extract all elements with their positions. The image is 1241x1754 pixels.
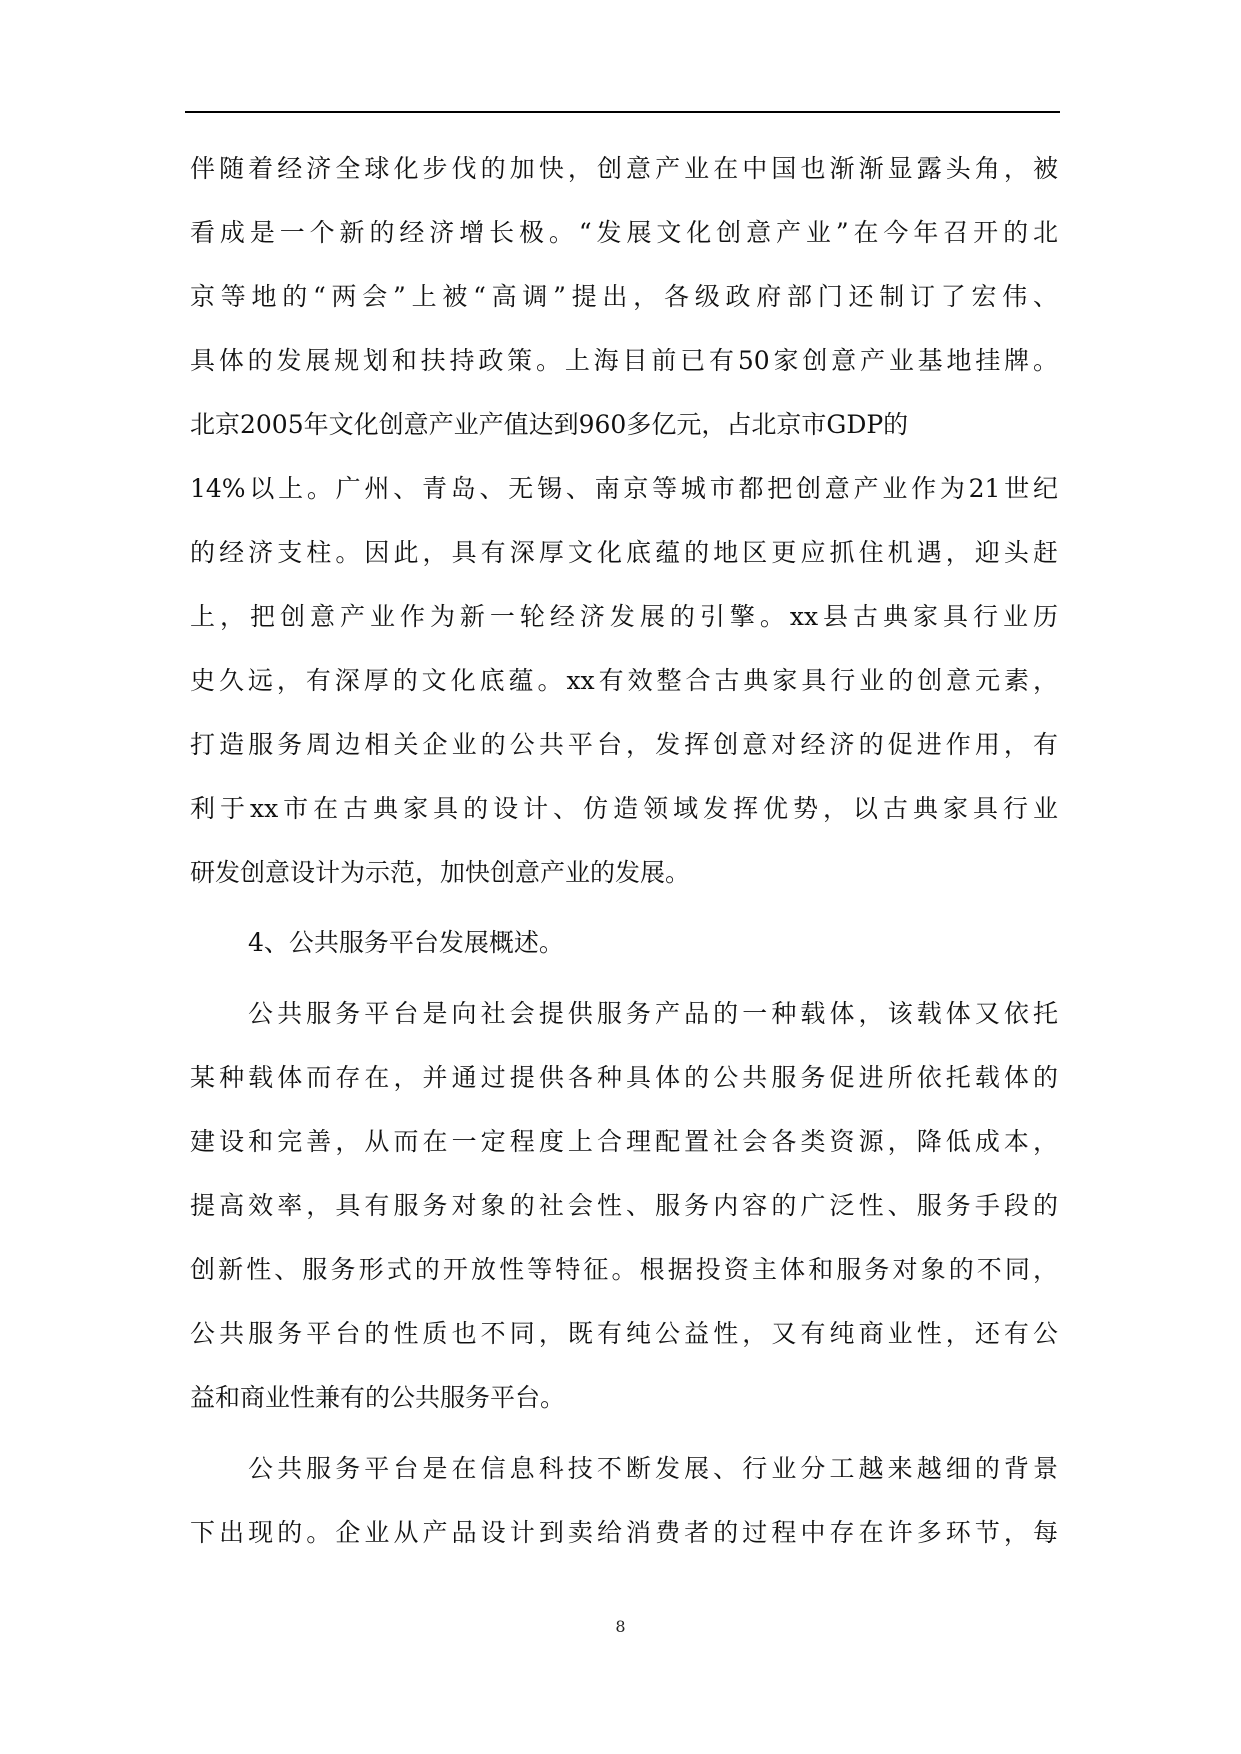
text-line: 提高效率，具有服务对象的社会性、服务内容的广泛性、服务手段的 bbox=[190, 1191, 1058, 1220]
text-line: 下出现的。企业从产品设计到卖给消费者的过程中存在许多环节，每 bbox=[190, 1518, 1058, 1547]
text-line: 某种载体而存在，并通过提供各种具体的公共服务促进所依托载体的 bbox=[190, 1063, 1058, 1092]
text-line: 具体的发展规划和扶持政策。上海目前已有50家创意产业基地挂牌。 bbox=[190, 346, 1058, 375]
text-line: 创新性、服务形式的开放性等特征。根据投资主体和服务对象的不同， bbox=[190, 1255, 1058, 1284]
text-line: 伴随着经济全球化步伐的加快，创意产业在中国也渐渐显露头角，被 bbox=[190, 154, 1058, 183]
text-line: 建设和完善，从而在一定程度上合理配置社会各类资源，降低成本， bbox=[190, 1127, 1058, 1156]
text-line: 益和商业性兼有的公共服务平台。 bbox=[190, 1383, 566, 1412]
text-line: 京等地的“两会”上被“高调”提出，各级政府部门还制订了宏伟、 bbox=[190, 282, 1058, 311]
text-line: 研发创意设计为示范，加快创意产业的发展。 bbox=[190, 858, 691, 887]
text-line: 史久远，有深厚的文化底蕴。xx有效整合古典家具行业的创意元素， bbox=[190, 666, 1058, 695]
header-rule bbox=[185, 111, 1060, 113]
section-heading: 4、公共服务平台发展概述。 bbox=[248, 928, 564, 957]
text-line: 公共服务平台的性质也不同，既有纯公益性，又有纯商业性，还有公 bbox=[190, 1319, 1058, 1348]
text-line: 公共服务平台是在信息科技不断发展、行业分工越来越细的背景 bbox=[248, 1454, 1058, 1483]
text-line: 北京2005年文化创意产业产值达到960多亿元，占北京市GDP的 bbox=[190, 410, 909, 439]
text-line: 公共服务平台是向社会提供服务产品的一种载体，该载体又依托 bbox=[248, 999, 1058, 1028]
page-number: 8 bbox=[615, 1617, 626, 1636]
text-line: 14%以上。广州、青岛、无锡、南京等城市都把创意产业作为21世纪 bbox=[190, 474, 1058, 503]
text-line: 打造服务周边相关企业的公共平台，发挥创意对经济的促进作用，有 bbox=[190, 730, 1058, 759]
text-line: 利于xx市在古典家具的设计、仿造领域发挥优势，以古典家具行业 bbox=[190, 794, 1058, 823]
text-line: 的经济支柱。因此，具有深厚文化底蕴的地区更应抓住机遇，迎头赶 bbox=[190, 538, 1058, 567]
text-line: 看成是一个新的经济增长极。“发展文化创意产业”在今年召开的北 bbox=[190, 218, 1058, 247]
text-line: 上，把创意产业作为新一轮经济发展的引擎。xx县古典家具行业历 bbox=[190, 602, 1058, 631]
